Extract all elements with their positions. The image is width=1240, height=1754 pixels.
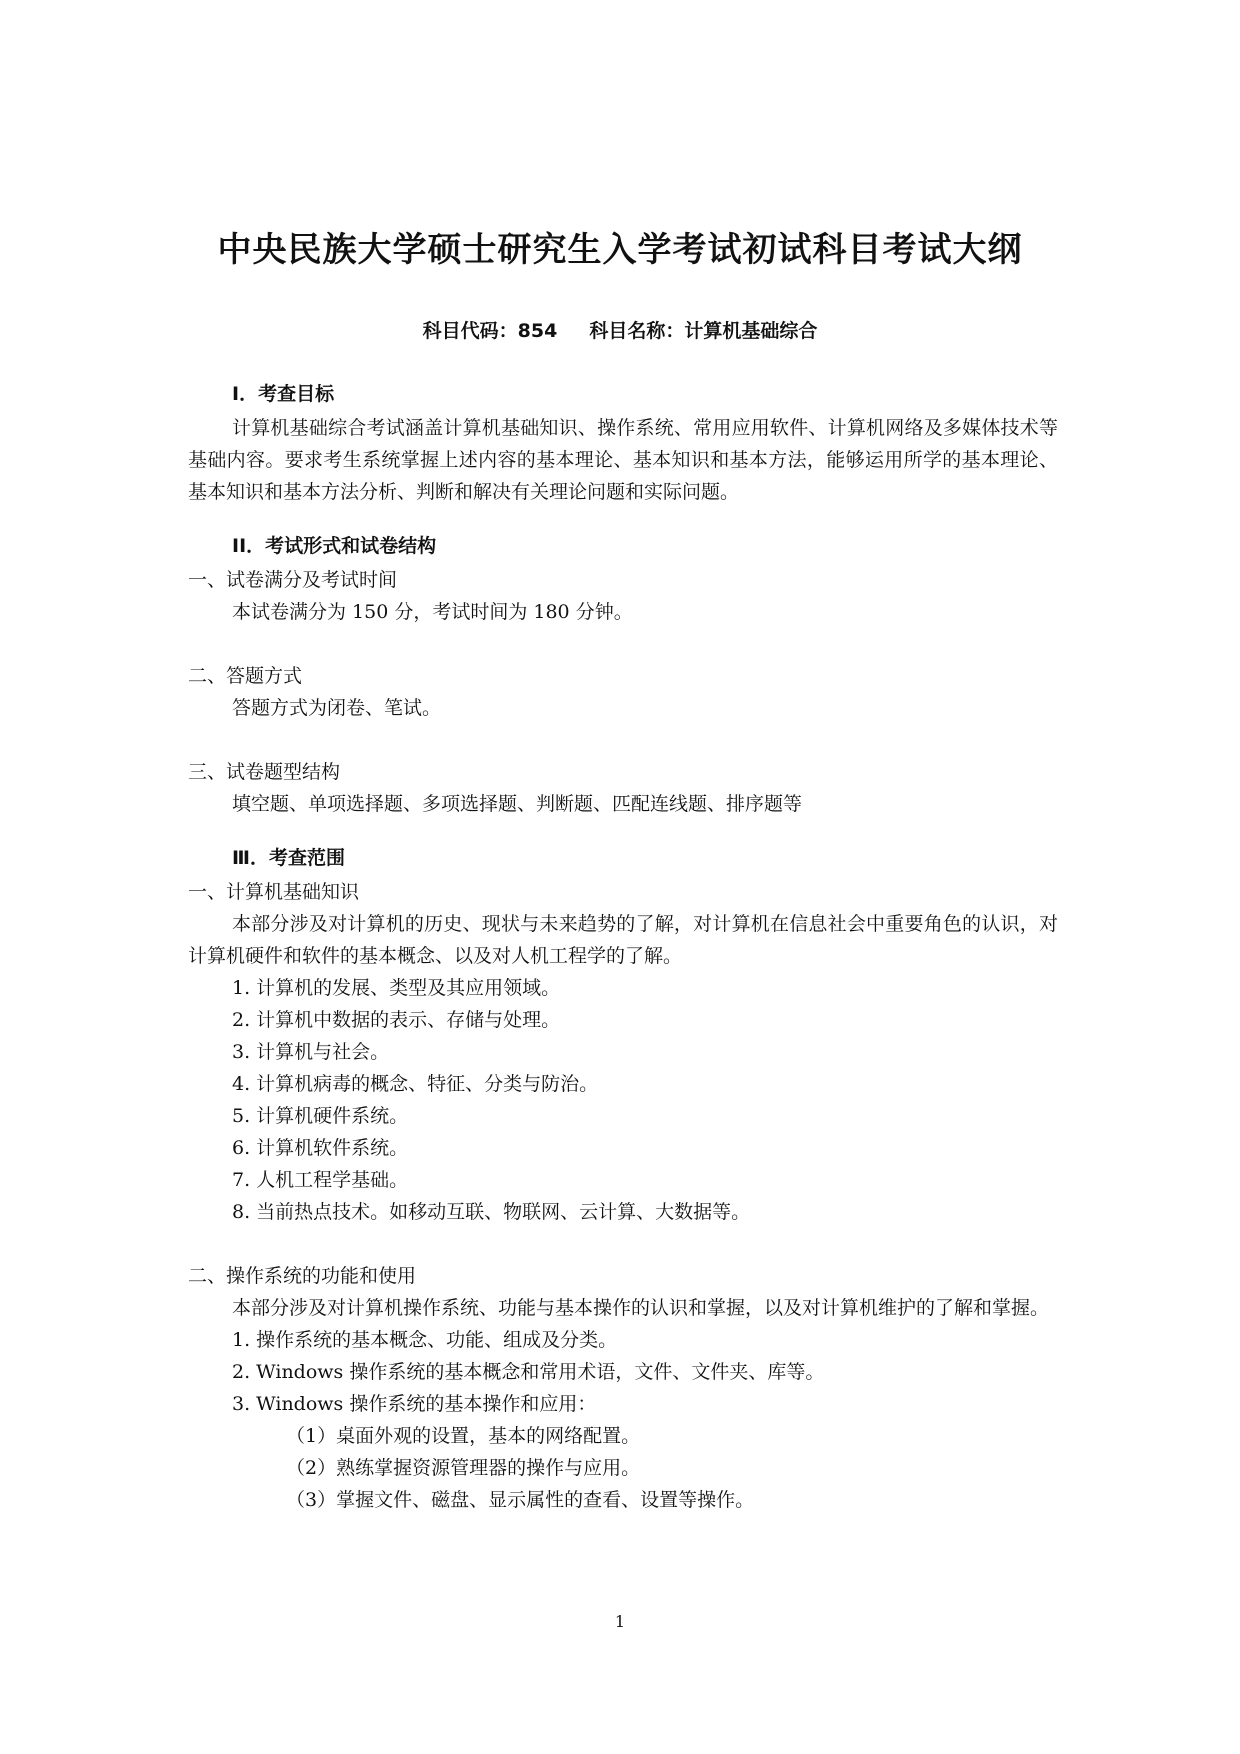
section-heading-scope: Ⅲ．考查范围 [232,847,345,869]
subsection-text: 填空题、单项选择题、多项选择题、判断题、匹配连线题、排序题等 [232,793,803,815]
list-item: 6. 计算机软件系统。 [232,1137,409,1159]
list-item: 4. 计算机病毒的概念、特征、分类与防治。 [232,1073,599,1095]
document-title: 中央民族大学硕士研究生入学考试初试科目考试大纲 [217,230,1023,270]
subsection-text: 本试卷满分为 150 分，考试时间为 180 分钟。 [232,601,633,623]
subsection-title: 一、计算机基础知识 [188,881,360,903]
list-item: 2. Windows 操作系统的基本概念和常用术语，文件、文件夹、库等。 [232,1361,825,1383]
sub-list-item: （3）掌握文件、磁盘、显示属性的查看、设置等操作。 [286,1489,755,1511]
subject-name: 科目名称：计算机基础综合 [589,320,818,342]
list-item: 3. 计算机与社会。 [232,1041,390,1063]
subject-code: 科目代码：854 [422,320,558,342]
list-item: 2. 计算机中数据的表示、存储与处理。 [232,1009,561,1031]
subsection-title: 二、答题方式 [188,665,303,687]
sub-list-item: （1）桌面外观的设置，基本的网络配置。 [286,1425,641,1447]
section-heading-exam-format: II．考试形式和试卷结构 [232,535,437,557]
subsection-text: 答题方式为闭卷、笔试。 [232,697,442,719]
list-item: 5. 计算机硬件系统。 [232,1105,409,1127]
list-item: 7. 人机工程学基础。 [232,1169,409,1191]
subject-line [0,316,1240,343]
page-number: 1 [614,1612,626,1631]
section-heading-objectives: I．考查目标 [232,383,335,405]
subsection-title: 二、操作系统的功能和使用 [188,1265,417,1287]
list-item: 1. 操作系统的基本概念、功能、组成及分类。 [232,1329,618,1351]
subsection-title: 三、试卷题型结构 [188,761,341,783]
objectives-paragraph: 计算机基础综合考试涵盖计算机基础知识、操作系统、常用应用软件、计算机网络及多媒体技术等基础内容。要求考生系统掌握上述内容的基本理论、基本知识和基本方法，能够运用所学的基本理论、基本知识和基本方法分析、判断和解决有关理论问题和实际问题。 [188,417,1058,503]
list-item: 1. 计算机的发展、类型及其应用领域。 [232,977,561,999]
subsection-paragraph: 本部分涉及对计算机操作系统、功能与基本操作的认识和掌握，以及对计算机维护的了解和掌握。 [232,1297,1050,1319]
list-item: 3. Windows 操作系统的基本操作和应用： [232,1393,597,1415]
subsection-title: 一、试卷满分及考试时间 [188,569,398,591]
list-item: 8. 当前热点技术。如移动互联、物联网、云计算、大数据等。 [232,1201,751,1223]
subsection-paragraph: 本部分涉及对计算机的历史、现状与未来趋势的了解，对计算机在信息社会中重要角色的认识，对计算机硬件和软件的基本概念、以及对人机工程学的了解。 [188,913,1058,967]
document-body [188,378,1058,1516]
sub-list-item: （2）熟练掌握资源管理器的操作与应用。 [286,1457,641,1479]
